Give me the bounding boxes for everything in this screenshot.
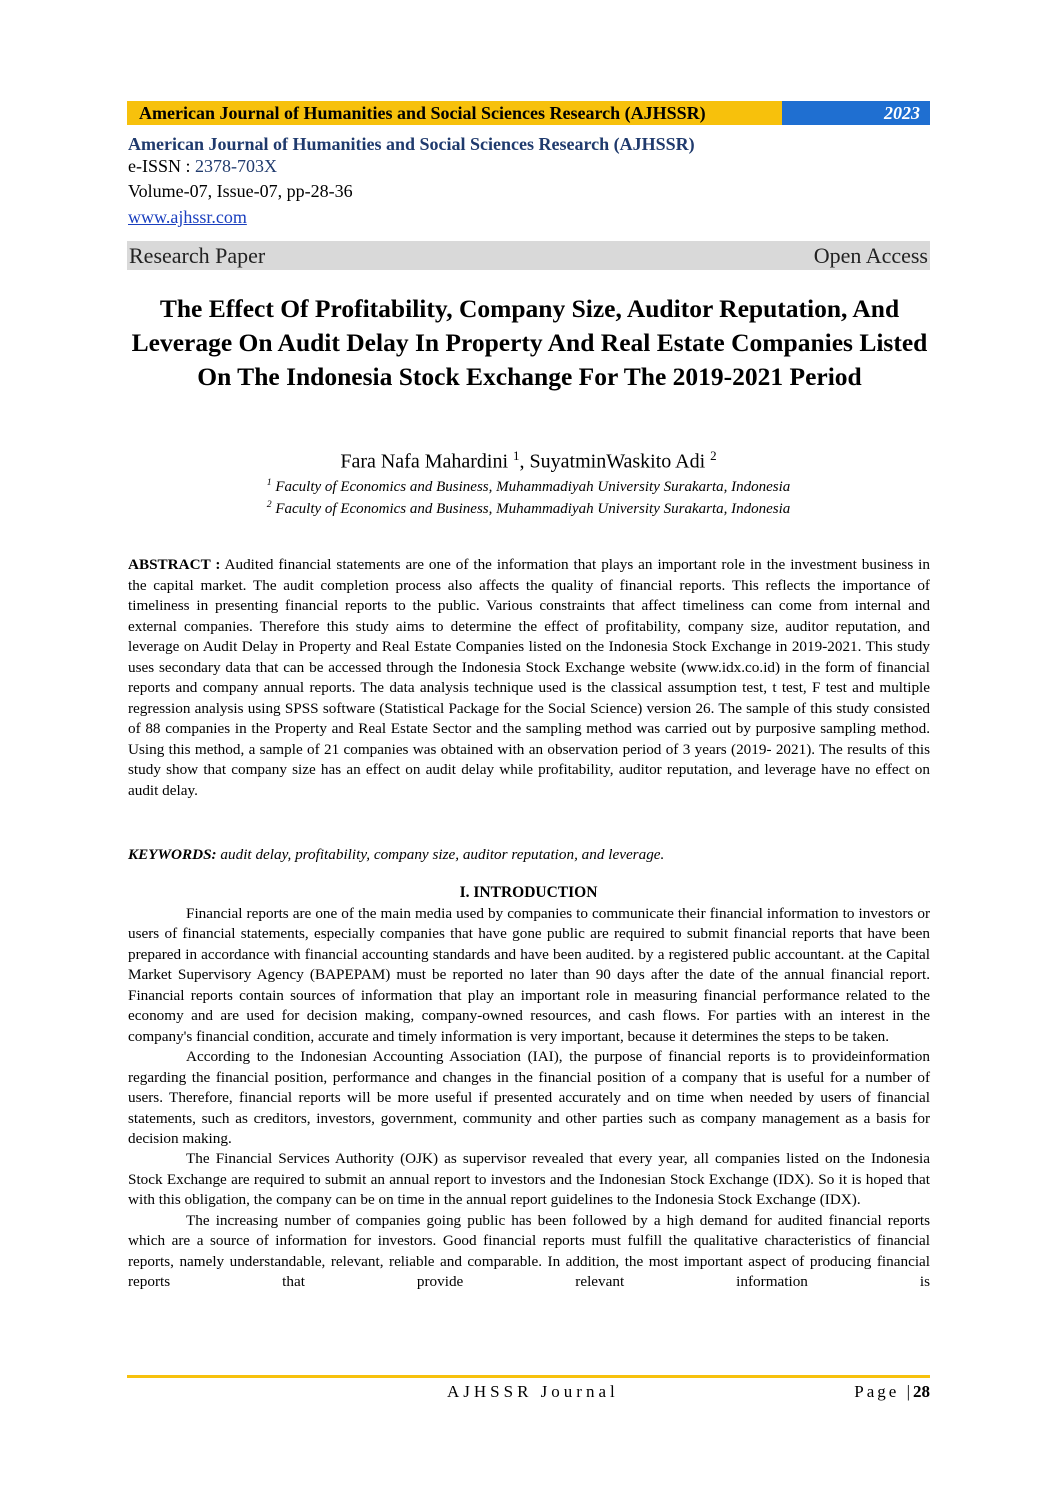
footer-divider — [127, 1375, 930, 1378]
author-1: Fara Nafa Mahardini — [340, 450, 514, 473]
page-footer — [127, 1380, 930, 1404]
abstract — [128, 555, 930, 801]
eissn-line — [128, 155, 930, 178]
eissn-label: e-ISSN : — [128, 156, 195, 176]
keywords — [128, 845, 930, 865]
author-2: SuyatminWaskito Adi — [529, 450, 711, 473]
author-separator: , — [519, 450, 530, 473]
website-link[interactable]: www.ajhssr.com — [128, 207, 247, 227]
volume-line: Volume-07, Issue-07, pp-28-36 — [128, 181, 353, 201]
abstract-label: ABSTRACT : — [128, 556, 221, 573]
affiliation-2-text: Faculty of Economics and Business, Muhammadiyah University Surakarta, Indonesia — [271, 501, 791, 517]
affiliation-1-sup: 1 — [266, 477, 272, 488]
eissn-value: 2378-703X — [195, 156, 277, 176]
paragraph: Financial reports are one of the main media used by companies to communicate their financial information to investors or users of financial statements, especially companies that have gone public are required to submit financial reports that have been prepared in accordance with financial accounting standards and have been audited. by a registered public accountant. at the Capital Market Supervisory Agency (BAPEPAM) must be reported no later than 90 days after the date of the annual financial report. Financial reports contain sources of information that play an important role in measuring financial performance related to the economy and are used for decision making, company-owned resources, and cash flows. For parties with an interest in the company's financial condition, accurate and timely information is very important, because it determines the steps to be taken. — [128, 905, 930, 1045]
authors — [127, 443, 930, 475]
running-header-year: 2023 — [782, 101, 930, 125]
footer-page-label: Page | — [854, 1382, 913, 1401]
affiliation-2-sup: 2 — [266, 499, 272, 510]
affiliation-1-text: Faculty of Economics and Business, Muhammadiyah University Surakarta, Indonesia — [271, 479, 791, 495]
paper-type-bar — [127, 241, 930, 270]
body-text — [128, 904, 930, 1293]
running-header — [127, 101, 930, 125]
paragraph: The increasing number of companies going public has been followed by a high demand for audited financial reports which are a source of information for investors. Good financial reports must fulfill the qualitative characteristics of financial reports, namely understandable, relevant, reliable and comparable. In addition, the most important aspect of producing financial reports that provide relevant information is — [128, 1211, 930, 1291]
author-1-sup: 1 — [513, 448, 520, 463]
footer-page-number: 28 — [913, 1382, 930, 1401]
affiliation-1 — [127, 473, 930, 497]
affiliation-2 — [127, 495, 930, 519]
author-2-sup: 2 — [710, 448, 717, 463]
paper-title: The Effect Of Profitability, Company Size, Auditor Reputation, And Leverage On Audit Delay In Property And Real Estate Companies Listed On The Indonesia Stock Exchange For The 2019-2021 Period — [131, 294, 928, 391]
paper-type: Research Paper — [129, 243, 266, 268]
access-type: Open Access — [813, 243, 928, 268]
journal-meta — [128, 133, 930, 229]
footer-journal: AJHSSR Journal — [447, 1382, 619, 1401]
journal-name: American Journal of Humanities and Social Sciences Research (AJHSSR) — [128, 134, 695, 154]
abstract-text: Audited financial statements are one of the information that plays an important role in the investment business in the capital market. The audit completion process also affects the quality of financial reports. This reflects the importance of timeliness in presenting financial reports to the public. Various constraints that affect timeliness can come from internal and external companies. Therefore this study aims to determine the effect of profitability, company size, auditor reputation, and leverage on Audit Delay in Property and Real Estate Companies listed on the Indonesia Stock Exchange in 2019-2021. This study uses secondary data that can be accessed through the Indonesia Stock Exchange website (www.idx.co.id) in the form of financial reports and company annual reports. The data analysis technique used is the classical assumption test, t test, F test and multiple regression analysis using SPSS software (Statistical Package for the Social Science) version 26. The sample of this study consisted of 88 companies in the Property and Real Estate Sector and the sampling method was carried out by purposive sampling method. Using this method, a sample of 21 companies was obtained with an observation period of 3 years (2019- 2021). The results of this study show that company size has an effect on audit delay while profitability, auditor reputation, and leverage have no effect on audit delay. — [128, 556, 930, 799]
footer-page — [854, 1380, 930, 1404]
keywords-text: audit delay, profitability, company size, auditor reputation, and leverage. — [216, 846, 665, 863]
keywords-label: KEYWORDS: — [128, 846, 217, 863]
running-header-journal: American Journal of Humanities and Social Sciences Research (AJHSSR) — [127, 101, 782, 125]
paragraph: According to the Indonesian Accounting Association (IAI), the purpose of financial reports is to provideinformation regarding the financial position, performance and changes in the financial position of a company that is useful for a number of users. Therefore, financial reports will be more useful if presented accurately and on time when needed by users of financial statements, such as creditors, investors, government, community and other parties such as company management as a basis for decision making. — [128, 1048, 930, 1147]
paragraph: The Financial Services Authority (OJK) as supervisor revealed that every year, all companies listed on the Indonesia Stock Exchange are required to submit an annual report to investors and the Indonesian Stock Exchange (IDX). So it is hoped that with this obligation, the company can be on time in the annual report guidelines to the Indonesia Stock Exchange (IDX). — [128, 1150, 930, 1209]
section-heading: I. INTRODUCTION — [459, 884, 598, 901]
